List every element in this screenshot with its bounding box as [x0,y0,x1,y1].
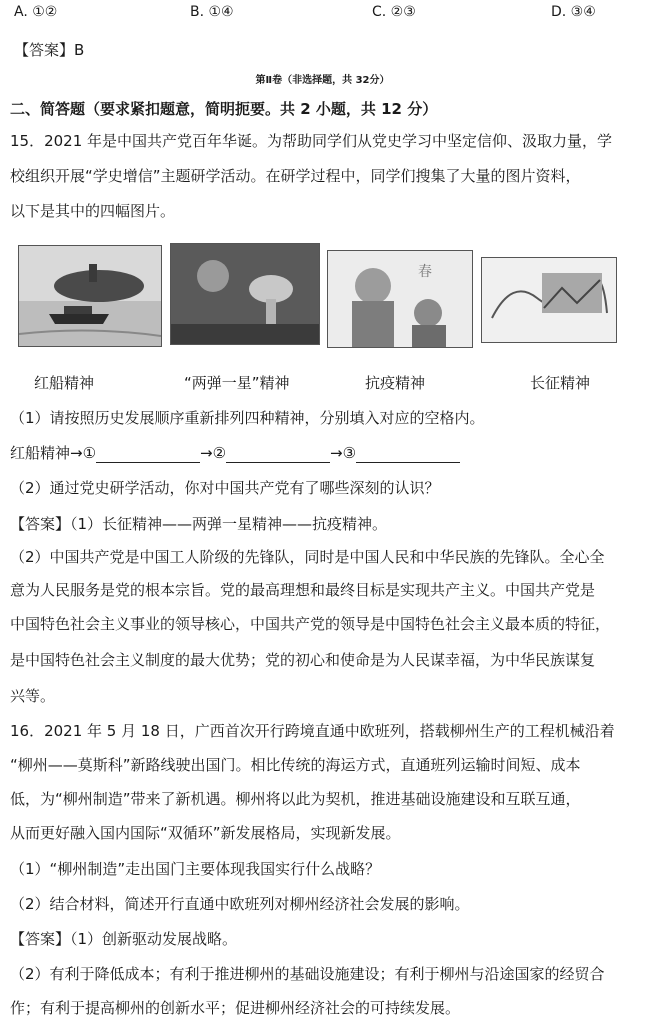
q16-sub1: （1）“柳州制造”走出国门主要体现我国实行什么战略？ [10,860,381,878]
option-b: B. ①④ [190,4,234,20]
red-boat-picture [18,245,162,347]
fill-arrow-2: →② [200,444,227,462]
fill-start: 红船精神→① [10,444,97,462]
q16-stem-line: 16．2021 年 5 月 18 日，广西首次开行跨境直通中欧班列，搭载柳州生产的工程机械沿着 [10,722,615,740]
q15-answer-line: 是中国特色社会主义制度的最大优势；党的初心和使命是为人民谋幸福，为中华民族谋复 [10,651,596,669]
q16-stem-line: 低，为“柳州制造”带来了新机遇。柳州将以此为契机，推进基础设施建设和互联互通， [10,790,581,808]
q16-stem-line: “柳州——莫斯科”新路线驶出国门。相比传统的海运方式，直通班列运输时间短、成本 [10,756,581,774]
q15-answer-line: （2）中国共产党是中国工人阶级的先锋队，同时是中国人民和中华民族的先锋队。全心全 [10,548,605,566]
q16-answer-line: （2）有利于降低成本；有利于推进柳州的基础设施建设；有利于柳州与沿途国家的经贸合 [10,965,605,983]
svg-text:春: 春 [418,264,432,280]
section-heading: 二、简答题（要求紧扣题意，简明扼要。共 2 小题，共 12 分） [10,100,438,118]
q15-sub1: （1）请按照历史发展顺序重新排列四种精神，分别填入对应的空格内。 [10,409,485,427]
caption-anti-epidemic: 抗疫精神 [365,374,426,392]
blank-3[interactable] [356,446,460,463]
option-a: A. ①② [14,4,58,20]
q16-answer-line: 【答案】（1）创新驱动发展战略。 [10,930,238,948]
q15-fill-line [10,443,460,463]
blank-1[interactable] [96,446,200,463]
q15-answer-line: 中国特色社会主义事业的领导核心，中国共产党的领导是中国特色社会主义最本质的特征， [10,615,611,633]
q16-stem-line: 从而更好融入国内国际“双循环”新发展格局，实现新发展。 [10,824,401,842]
section-title: 第Ⅱ卷（非选择题，共 32分） [255,75,390,86]
q15-answer-line: 【答案】（1）长征精神——两弹一星精神——抗疫精神。 [10,515,388,533]
caption-two-bombs: “两弹一星”精神 [184,374,290,392]
q14-answer: 【答案】B [14,41,85,59]
caption-long-march: 长征精神 [530,374,591,392]
option-d: D. ③④ [551,4,596,20]
q15-stem-line: 以下是其中的四幅图片。 [10,202,176,220]
q15-stem-line: 15．2021 年是中国共产党百年华诞。为帮助同学们从党史学习中坚定信仰、汲取力量，学 [10,132,613,150]
q16-answer-line: 作；有利于提高柳州的创新水平；促进柳州经济社会的可持续发展。 [10,999,461,1017]
anti-epidemic-picture [327,250,473,348]
q16-sub2: （2）结合材料，简述开行直通中欧班列对柳州经济社会发展的影响。 [10,895,470,913]
two-bombs-one-satellite-picture [170,243,320,345]
long-march-picture [481,257,617,343]
caption-red-boat: 红船精神 [34,374,95,392]
q15-stem-line: 校组织开展“学史增信”主题研学活动。在研学过程中，同学们搜集了大量的图片资料， [10,167,581,185]
blank-2[interactable] [226,446,330,463]
q15-answer-line: 意为人民服务是党的根本宗旨。党的最高理想和最终目标是实现共产主义。中国共产党是 [10,581,596,599]
option-c: C. ②③ [372,4,416,20]
q15-sub2: （2）通过党史研学活动，你对中国共产党有了哪些深刻的认识？ [10,479,440,497]
q15-answer-line: 兴等。 [10,687,56,705]
fill-arrow-3: →③ [330,444,357,462]
